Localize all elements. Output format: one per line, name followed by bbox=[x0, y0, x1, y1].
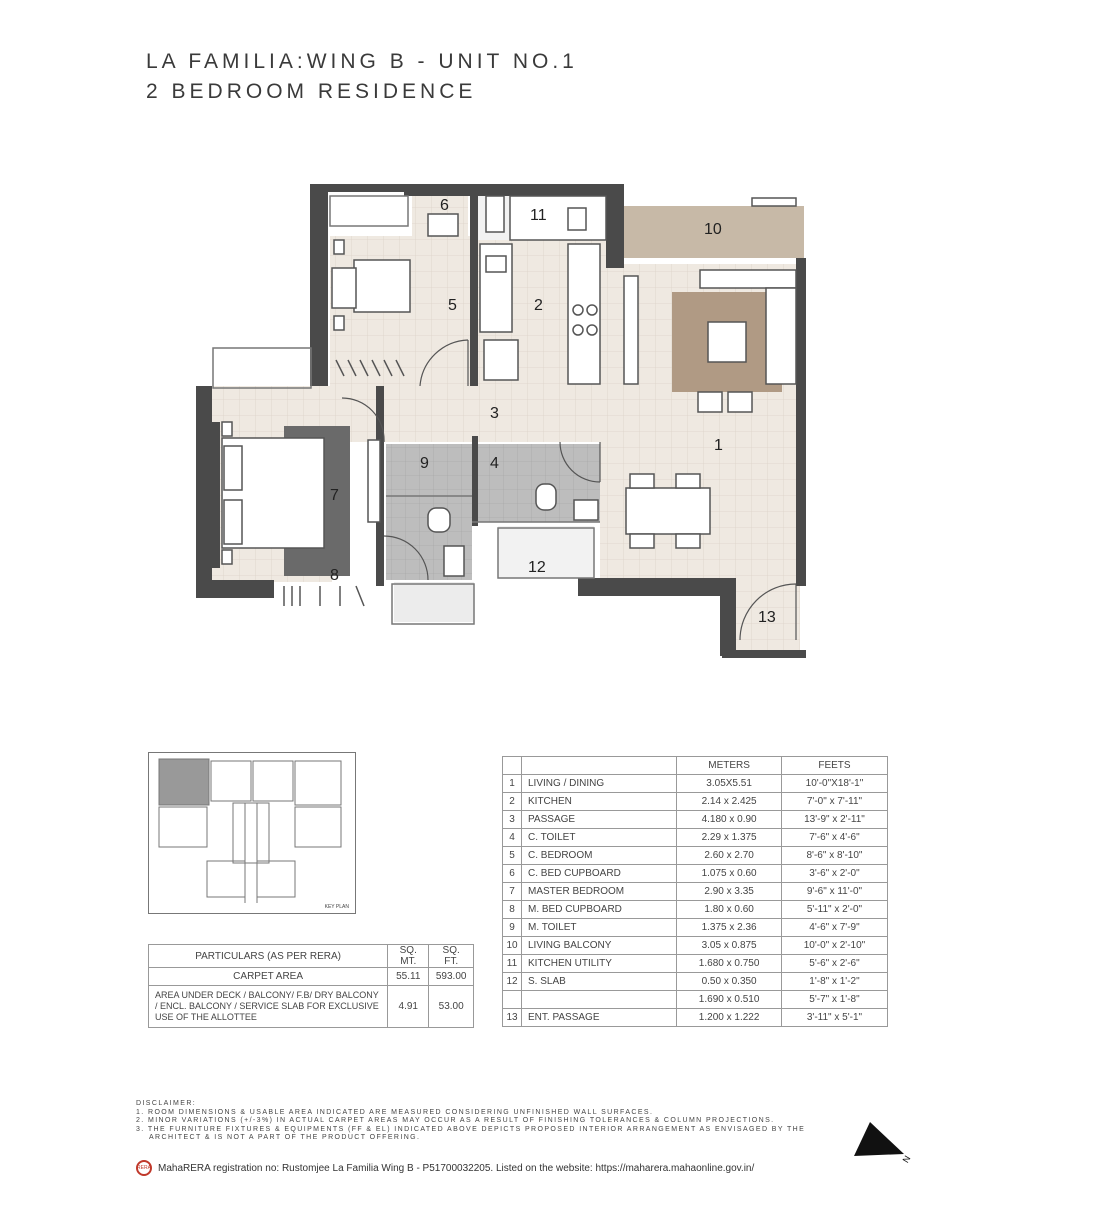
rera-text: MahaRERA registration no: Rustomjee La Familia Wing B - P51700032205. Listed on the website: https://maharera.mahaonline.gov.in/ bbox=[158, 1162, 755, 1174]
room-meters: 0.50 x 0.350 bbox=[677, 973, 782, 991]
disclaimer bbox=[136, 1100, 805, 1143]
room-number: 12 bbox=[503, 973, 522, 991]
header-feet: FEETS bbox=[781, 757, 887, 775]
room-feet: 8'-6" x 8'-10" bbox=[781, 847, 887, 865]
room-feet: 9'-6" x 11'-0" bbox=[781, 883, 887, 901]
area-sqmt: 55.11 bbox=[388, 968, 429, 986]
room-label-5: 5 bbox=[448, 297, 457, 314]
room-feet: 1'-8" x 1'-2" bbox=[781, 973, 887, 991]
room-number: 13 bbox=[503, 1009, 522, 1027]
room-meters: 2.14 x 2.425 bbox=[677, 793, 782, 811]
disclaimer-line: 3. THE FURNITURE FIXTURES & EQUIPMENTS (FF & EL) INDICATED ABOVE DEPICTS PROPOSED INTERIOR ARRANGEMENT AS ENVISAGED BY THE bbox=[136, 1125, 806, 1133]
area-header-sqmt: SQ. MT. bbox=[388, 945, 429, 968]
room-label-4: 4 bbox=[490, 455, 499, 472]
room-dimension-table bbox=[502, 756, 888, 1027]
room-meters: 2.90 x 3.35 bbox=[677, 883, 782, 901]
room-feet: 3'-11" x 5'-1" bbox=[781, 1009, 887, 1027]
room-number: 5 bbox=[503, 847, 522, 865]
room-name: M. BED CUPBOARD bbox=[522, 901, 677, 919]
rera-registration bbox=[136, 1160, 754, 1176]
room-label-12: 12 bbox=[528, 559, 546, 576]
room-name: ENT. PASSAGE bbox=[522, 1009, 677, 1027]
table-row bbox=[149, 968, 474, 986]
room-meters: 1.075 x 0.60 bbox=[677, 865, 782, 883]
table-row bbox=[503, 883, 888, 901]
key-plan-drawing bbox=[149, 753, 355, 913]
room-number: 3 bbox=[503, 811, 522, 829]
room-label-2: 2 bbox=[534, 297, 543, 314]
room-label-11: 11 bbox=[530, 207, 547, 224]
disclaimer-line: ARCHITECT & IS NOT A PART OF THE PRODUCT OFFERING. bbox=[136, 1134, 421, 1141]
table-row bbox=[503, 937, 888, 955]
room-name: LIVING / DINING bbox=[522, 775, 677, 793]
table-row bbox=[503, 811, 888, 829]
room-label-6: 6 bbox=[440, 197, 449, 214]
room-label-13: 13 bbox=[758, 609, 776, 626]
room-meters: 1.375 x 2.36 bbox=[677, 919, 782, 937]
room-name: PASSAGE bbox=[522, 811, 677, 829]
floor-plan bbox=[180, 170, 820, 670]
key-plan bbox=[148, 752, 356, 914]
room-name: M. TOILET bbox=[522, 919, 677, 937]
room-label-1: 1 bbox=[714, 437, 723, 454]
room-label-10: 10 bbox=[704, 221, 722, 238]
room-feet: 5'-11" x 2'-0" bbox=[781, 901, 887, 919]
header-meters: METERS bbox=[677, 757, 782, 775]
room-meters: 4.180 x 0.90 bbox=[677, 811, 782, 829]
room-number: 2 bbox=[503, 793, 522, 811]
room-meters: 1.80 x 0.60 bbox=[677, 901, 782, 919]
room-name bbox=[522, 991, 677, 1009]
room-meters: 1.690 x 0.510 bbox=[677, 991, 782, 1009]
header-blank bbox=[522, 757, 677, 775]
room-name: MASTER BEDROOM bbox=[522, 883, 677, 901]
room-label-9: 9 bbox=[420, 455, 429, 472]
area-table bbox=[148, 944, 474, 1028]
room-meters: 1.200 x 1.222 bbox=[677, 1009, 782, 1027]
header-blank bbox=[503, 757, 522, 775]
area-sqmt: 4.91 bbox=[388, 986, 429, 1028]
table-row bbox=[149, 986, 474, 1028]
room-number bbox=[503, 991, 522, 1009]
room-feet: 7'-0" x 7'-11" bbox=[781, 793, 887, 811]
room-meters: 3.05 x 0.875 bbox=[677, 937, 782, 955]
key-plan-label: KEY PLAN bbox=[324, 904, 349, 910]
table-row bbox=[503, 973, 888, 991]
disclaimer-line: 1. ROOM DIMENSIONS & USABLE AREA INDICATED ARE MEASURED CONSIDERING UNFINISHED WALL SURFACES. bbox=[136, 1108, 654, 1116]
room-name: C. BEDROOM bbox=[522, 847, 677, 865]
room-number: 9 bbox=[503, 919, 522, 937]
unit-title: LA FAMILIA:WING B - UNIT NO.1 bbox=[146, 50, 578, 73]
room-number: 11 bbox=[503, 955, 522, 973]
area-header-particulars: PARTICULARS (AS PER RERA) bbox=[149, 945, 388, 968]
area-sqft: 53.00 bbox=[429, 986, 474, 1028]
room-feet: 13'-9" x 2'-11" bbox=[781, 811, 887, 829]
room-number: 1 bbox=[503, 775, 522, 793]
area-sqft: 593.00 bbox=[429, 968, 474, 986]
north-arrow-icon bbox=[852, 1120, 916, 1164]
room-feet: 10'-0"X18'-1" bbox=[781, 775, 887, 793]
room-number: 7 bbox=[503, 883, 522, 901]
room-name: KITCHEN UTILITY bbox=[522, 955, 677, 973]
table-row bbox=[503, 955, 888, 973]
disclaimer-title: DISCLAIMER: bbox=[136, 1100, 197, 1107]
room-name: KITCHEN bbox=[522, 793, 677, 811]
room-name: C. TOILET bbox=[522, 829, 677, 847]
disclaimer-line: 2. MINOR VARIATIONS (+/-3%) IN ACTUAL CARPET AREAS MAY OCCUR AS A RESULT OF FINISHING TOLERANCES & COLUMN PROJECTIONS. bbox=[136, 1117, 775, 1124]
area-label: AREA UNDER DECK / BALCONY/ F.B/ DRY BALCONY / ENCL. BALCONY / SERVICE SLAB FOR EXCLUSIVE USE OF THE ALLOTTEE bbox=[149, 986, 388, 1028]
room-name: LIVING BALCONY bbox=[522, 937, 677, 955]
table-row bbox=[503, 919, 888, 937]
room-meters: 3.05X5.51 bbox=[677, 775, 782, 793]
room-feet: 5'-6" x 2'-6" bbox=[781, 955, 887, 973]
room-feet: 3'-6" x 2'-0" bbox=[781, 865, 887, 883]
room-label-8: 8 bbox=[330, 567, 339, 584]
table-row bbox=[503, 793, 888, 811]
table-row bbox=[503, 829, 888, 847]
table-row bbox=[503, 865, 888, 883]
room-number: 10 bbox=[503, 937, 522, 955]
room-number: 4 bbox=[503, 829, 522, 847]
room-name: S. SLAB bbox=[522, 973, 677, 991]
room-feet: 10'-0" x 2'-10" bbox=[781, 937, 887, 955]
table-row bbox=[503, 901, 888, 919]
room-feet: 4'-6" x 7'-9" bbox=[781, 919, 887, 937]
room-number: 6 bbox=[503, 865, 522, 883]
room-meters: 2.29 x 1.375 bbox=[677, 829, 782, 847]
room-number: 8 bbox=[503, 901, 522, 919]
room-label-3: 3 bbox=[490, 405, 499, 422]
table-row bbox=[503, 847, 888, 865]
room-label-7: 7 bbox=[330, 487, 339, 504]
table-row bbox=[503, 1009, 888, 1027]
unit-subtitle: 2 BEDROOM RESIDENCE bbox=[146, 80, 477, 103]
room-name: C. BED CUPBOARD bbox=[522, 865, 677, 883]
area-label: CARPET AREA bbox=[149, 968, 388, 986]
table-row bbox=[503, 991, 888, 1009]
area-header-sqft: SQ. FT. bbox=[429, 945, 474, 968]
room-meters: 2.60 x 2.70 bbox=[677, 847, 782, 865]
room-meters: 1.680 x 0.750 bbox=[677, 955, 782, 973]
room-feet: 5'-7" x 1'-8" bbox=[781, 991, 887, 1009]
table-row bbox=[503, 775, 888, 793]
rera-logo-icon: RERA bbox=[136, 1160, 152, 1176]
room-feet: 7'-6" x 4'-6" bbox=[781, 829, 887, 847]
north-label: N bbox=[900, 1153, 913, 1164]
